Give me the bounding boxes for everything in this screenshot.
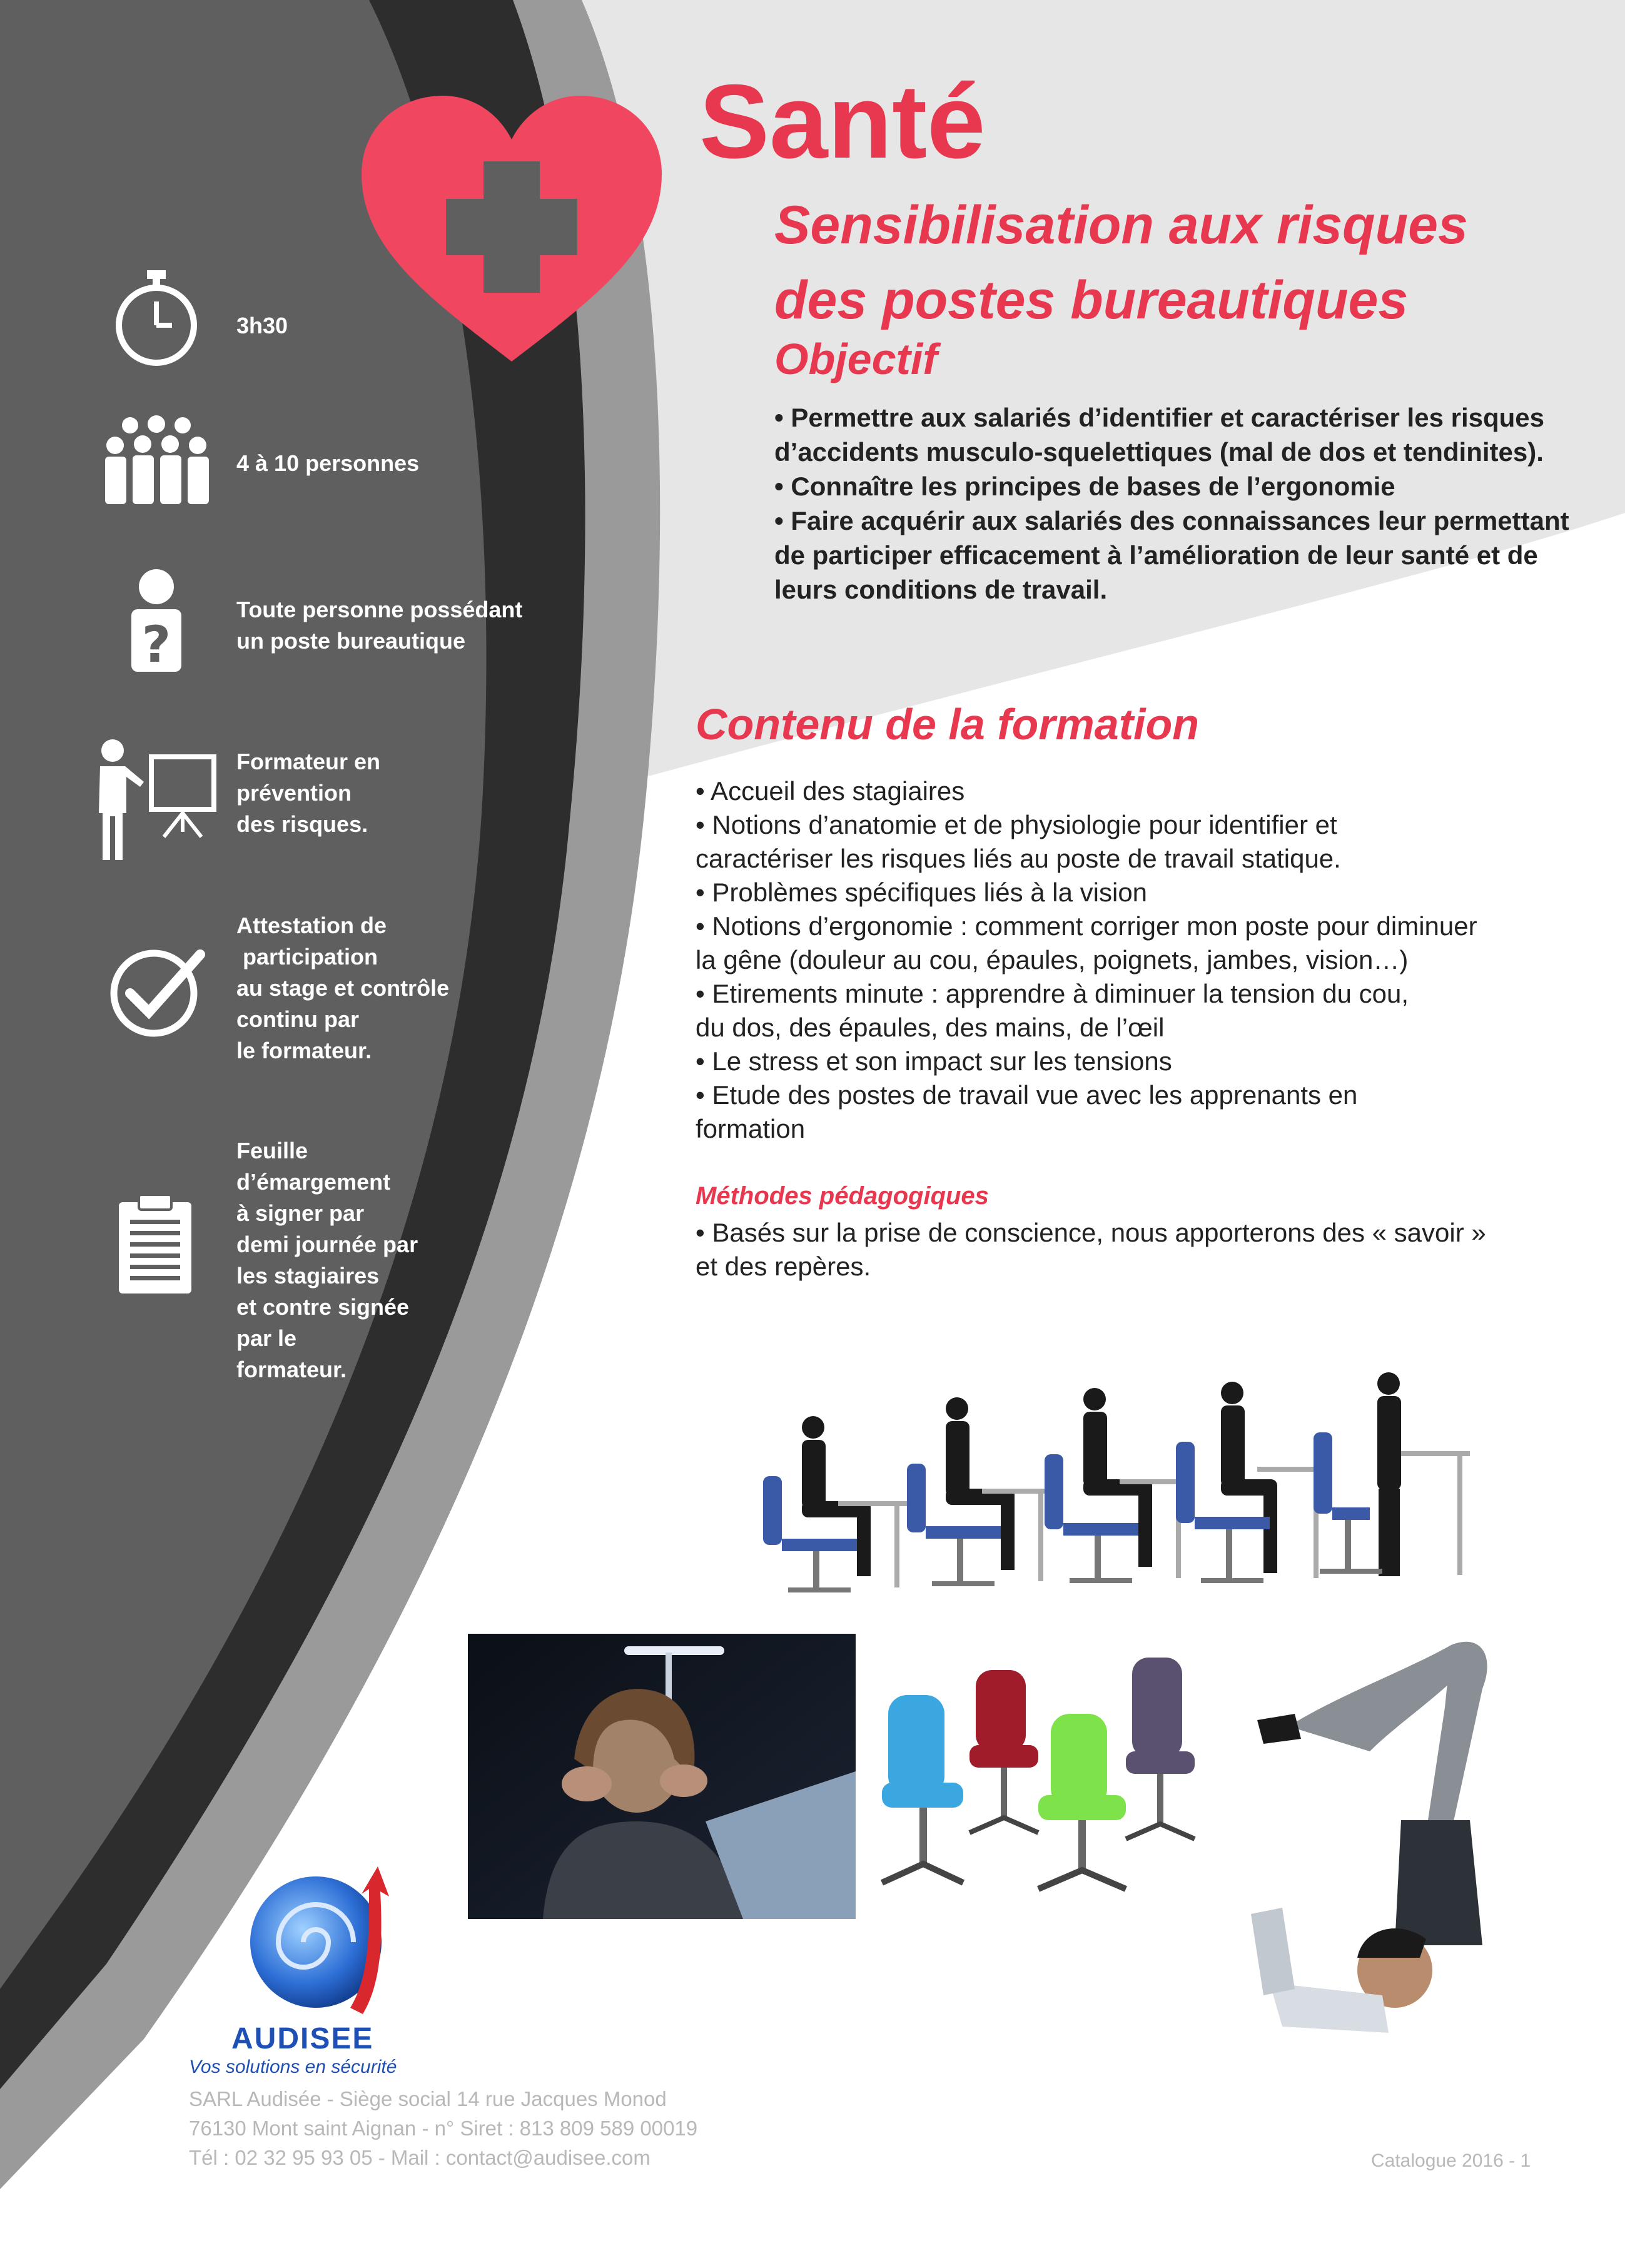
list-item: leurs conditions de travail. [774, 575, 1108, 604]
list-item: • Notions d’anatomie et de physiologie pour identifier et [696, 810, 1337, 839]
clipboard-icon [116, 1193, 194, 1296]
list-item: • Le stress et son impact sur les tensions [696, 1046, 1172, 1076]
page-title: Santé [699, 63, 986, 180]
list-item: • Accueil des stagiaires [696, 776, 965, 806]
sidebar-line: des risques. [236, 811, 368, 837]
stressed-worker-photo [468, 1634, 856, 1919]
list-item: • Basés sur la prise de conscience, nous apporterons des « savoir » [696, 1218, 1486, 1247]
audience-text [236, 594, 562, 657]
list-item: • Permettre aux salariés d’identifier et caractériser les risques [774, 403, 1545, 432]
sidebar-line: continu par [236, 1006, 359, 1032]
sidebar-line: les stagiaires [236, 1263, 380, 1288]
methodes-list [696, 1216, 1509, 1283]
list-item: la gêne (douleur au cou, épaules, poignets, jambes, vision…) [696, 945, 1409, 975]
list-item: formation [696, 1114, 806, 1143]
sidebar-line: Formateur en [236, 749, 381, 774]
svg-text:?: ? [141, 615, 171, 674]
trainer-board-icon [94, 738, 225, 863]
objectif-list [774, 400, 1581, 607]
address-line: 76130 Mont saint Aignan - n° Siret : 813 809 589 00019 [189, 2117, 698, 2140]
group-size-text [236, 448, 562, 479]
sidebar-line: le formateur. [236, 1038, 372, 1063]
audisee-globe-logo [244, 1864, 407, 2020]
address-line: SARL Audisée - Siège social 14 rue Jacques Monod [189, 2087, 667, 2110]
sidebar-line: demi journée par [236, 1232, 418, 1257]
list-item: d’accidents musculo-squelettiques (mal de dos et tendinites). [774, 437, 1544, 467]
sidebar-line: un poste bureautique [236, 628, 466, 654]
list-item: caractériser les risques liés au poste de travail statique. [696, 844, 1341, 873]
list-item: du dos, des épaules, des mains, de l’œil [696, 1013, 1165, 1042]
trainer-text [236, 746, 562, 840]
contenu-heading: Contenu de la formation [696, 700, 1199, 749]
sidebar-line: Attestation de [236, 913, 387, 938]
list-item: • Etirements minute : apprendre à diminuer la tension du cou, [696, 979, 1409, 1008]
logo-tagline: Vos solutions en sécurité [189, 2057, 397, 2077]
subtitle-line: des postes bureautiques [774, 270, 1409, 330]
list-item: • Problèmes spécifiques liés à la vision [696, 878, 1148, 907]
stopwatch-icon [113, 269, 200, 369]
sidebar-line: participation [236, 944, 378, 969]
sidebar-line: 4 à 10 personnes [236, 450, 420, 476]
sidebar-line: 3h30 [236, 313, 288, 338]
sidebar-line: d’émargement [236, 1169, 391, 1195]
contenu-list [696, 774, 1546, 1146]
yoga-laptop-photo [1245, 1633, 1595, 2045]
sidebar-line: et contre signée [236, 1294, 410, 1320]
list-item: • Connaître les principes de bases de l’ergonomie [774, 472, 1395, 501]
validation-text [236, 910, 562, 1066]
sidebar-line: formateur. [236, 1357, 347, 1382]
objectif-heading: Objectif [774, 335, 938, 383]
sit-stand-sequence-photo [744, 1370, 1495, 1614]
office-chairs-photo [869, 1645, 1220, 1908]
group-icon [100, 413, 213, 507]
sidebar-line: Toute personne possédant [236, 597, 523, 622]
sidebar-line: Feuille [236, 1138, 308, 1163]
list-item: • Faire acquérir aux salariés des connaissances leur permettant [774, 506, 1569, 535]
check-circle-icon [106, 944, 206, 1038]
list-item: • Notions d’ergonomie : comment corriger mon poste pour diminuer [696, 911, 1477, 941]
footer-address [189, 2084, 697, 2172]
list-item: de participer efficacement à l’amélioration de leur santé et de [774, 540, 1538, 570]
attendance-text [236, 1135, 562, 1385]
page-subtitle [774, 188, 1587, 338]
catalogue-reference: Catalogue 2016 - 1 [1371, 2150, 1531, 2171]
person-question-icon [125, 568, 188, 674]
list-item: • Etude des postes de travail vue avec les apprenants en [696, 1080, 1358, 1110]
subtitle-line: Sensibilisation aux risques [774, 195, 1468, 255]
sidebar-line: au stage et contrôle [236, 975, 450, 1001]
sidebar-line: prévention [236, 780, 352, 806]
logo-name: AUDISEE [231, 2022, 374, 2055]
sidebar-line: par le [236, 1325, 297, 1351]
list-item: et des repères. [696, 1252, 871, 1281]
sidebar-line: à signer par [236, 1200, 365, 1226]
methodes-heading: Méthodes pédagogiques [696, 1182, 989, 1210]
duration-text [236, 310, 562, 342]
address-line: Tél : 02 32 95 93 05 - Mail : contact@audisee.com [189, 2146, 651, 2169]
